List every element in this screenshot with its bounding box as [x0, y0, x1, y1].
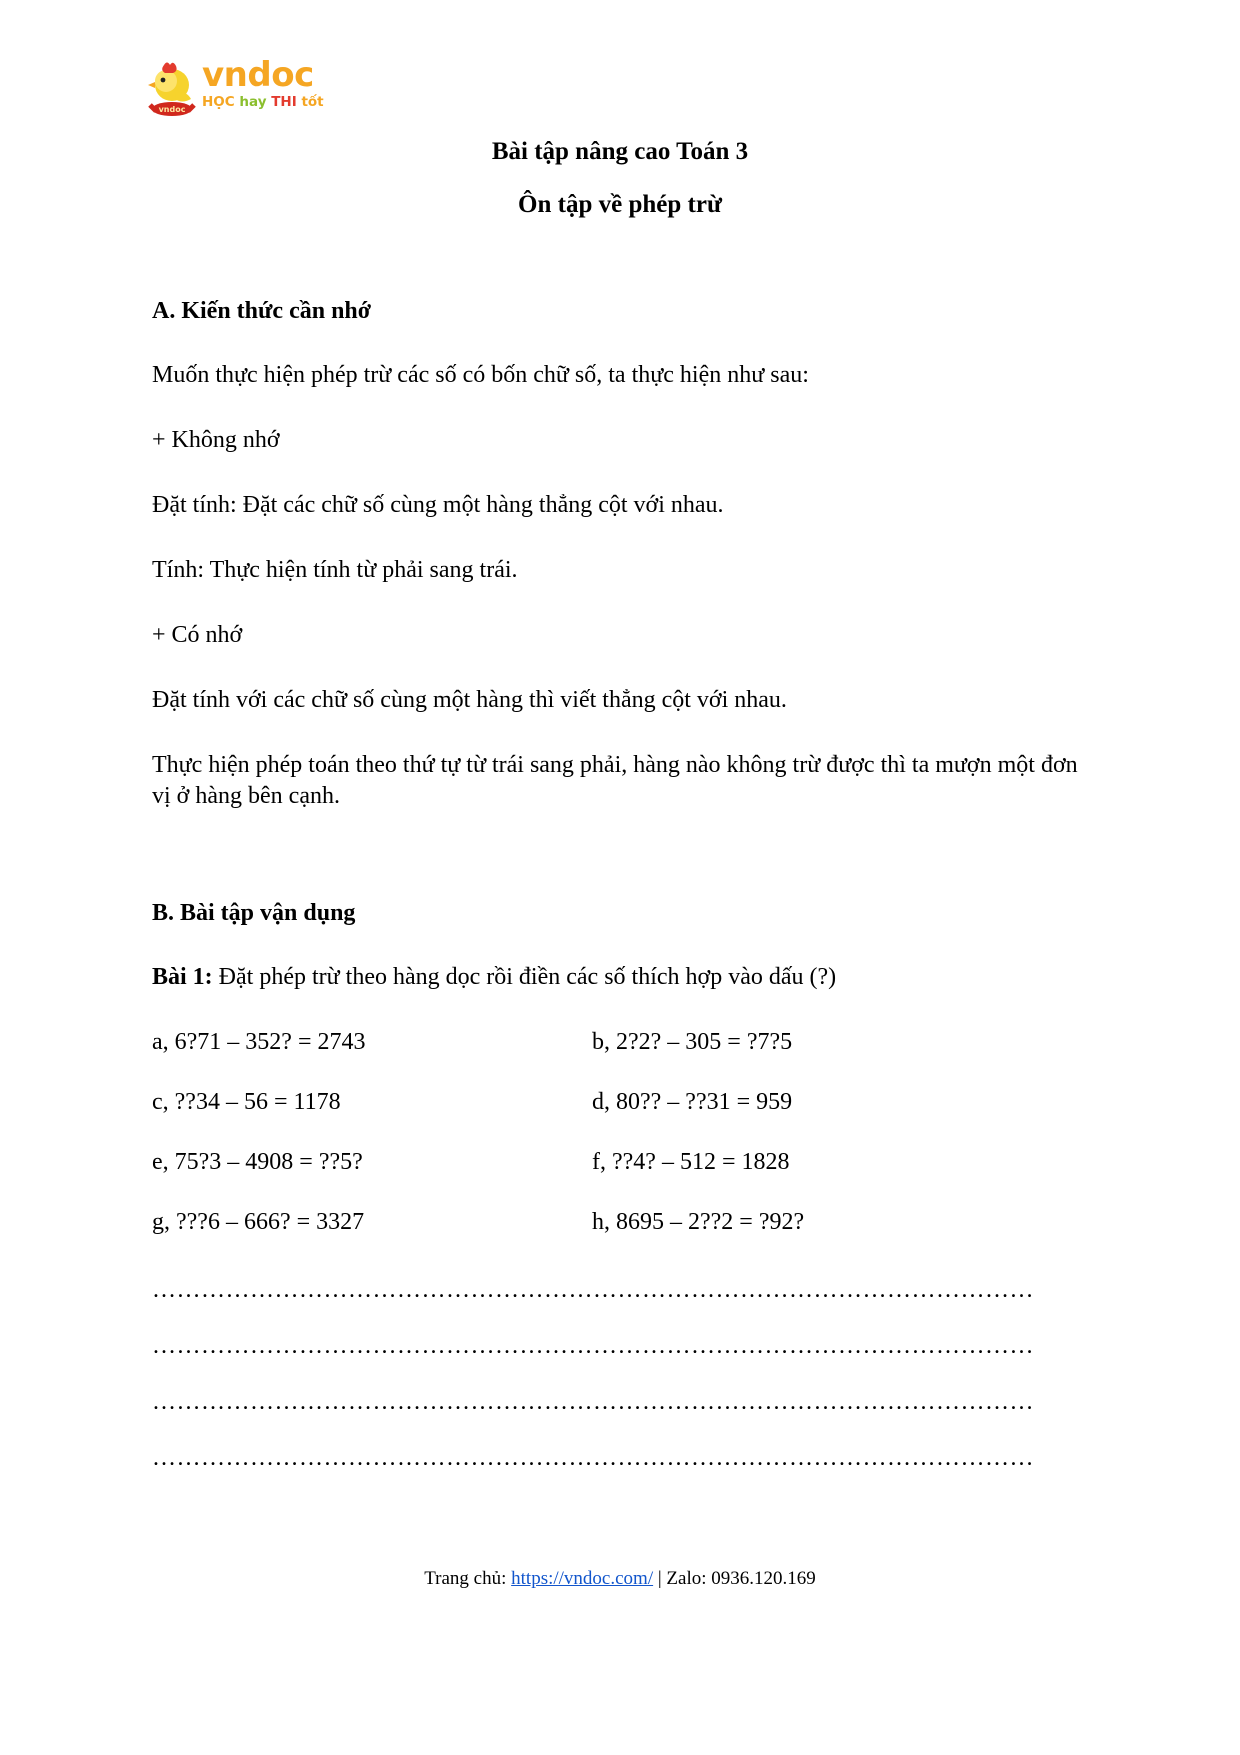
- section-a-heading: A. Kiến thức cần nhớ: [152, 298, 372, 324]
- section-a-paragraph-2: + Không nhớ: [152, 427, 280, 453]
- exercise-item-e: e, 75?3 – 4908 = ??5?: [152, 1149, 363, 1175]
- exercise-1-label: Bài 1:: [152, 964, 213, 990]
- section-a-paragraph-4: Tính: Thực hiện tính từ phải sang trái.: [152, 557, 518, 583]
- document-title-line-2: Ôn tập về phép trừ: [518, 191, 722, 218]
- section-spacer: [152, 842, 1092, 898]
- exercise-row: [152, 1087, 1092, 1117]
- tagline-hay: hay: [239, 94, 267, 110]
- document-body: [152, 296, 1092, 1499]
- exercise-item-c: c, ??34 – 56 = 1178: [152, 1089, 341, 1115]
- exercise-1-prompt: [152, 962, 1092, 993]
- exercise-item-b: b, 2?2? – 305 = ?7?5: [592, 1029, 793, 1055]
- exercise-item-h: h, 8695 – 2??2 = ?92?: [592, 1209, 805, 1235]
- tagline-tot: tốt: [301, 94, 324, 110]
- footer-homepage-link[interactable]: https://vndoc.com/: [511, 1568, 654, 1589]
- logo-tagline: [202, 94, 352, 110]
- section-a-paragraph-7: Thực hiện phép toán theo thứ tự từ trái sang phải, hàng nào không trừ được thì ta mượn một đơn vị ở hàng bên cạnh.: [152, 752, 1078, 809]
- svg-text:vndoc: vndoc: [158, 105, 186, 114]
- section-b-heading: B. Bài tập vận dụng: [152, 900, 356, 926]
- section-a-paragraph-6: Đặt tính với các chữ số cùng một hàng thì viết thẳng cột với nhau.: [152, 687, 787, 713]
- exercise-row: [152, 1027, 1092, 1057]
- document-title-line-1: Bài tập nâng cao Toán 3: [491, 138, 749, 165]
- logo-wordmark: vndoc: [202, 55, 314, 95]
- vndoc-logo[interactable]: [146, 57, 356, 119]
- exercise-1-prompt-text: Đặt phép trừ theo hàng dọc rồi điền các số thích hợp vào dấu (?): [218, 964, 837, 990]
- chicken-mascot-icon: [146, 59, 198, 117]
- answer-lines: [152, 1275, 1092, 1473]
- section-a-paragraph-5: + Có nhớ: [152, 622, 243, 648]
- exercise-row: [152, 1207, 1092, 1237]
- exercise-row: [152, 1147, 1092, 1177]
- footer-prefix: Trang chủ:: [424, 1568, 512, 1589]
- answer-line-3[interactable]: ………………………………………………………………………………………………: [152, 1389, 1034, 1415]
- exercise-item-d: d, 80?? – ??31 = 959: [592, 1089, 793, 1115]
- tagline-thi: THI: [271, 94, 297, 110]
- section-a-paragraph-3: Đặt tính: Đặt các chữ số cùng một hàng thẳng cột với nhau.: [152, 492, 724, 518]
- exercise-item-g: g, ???6 – 666? = 3327: [152, 1209, 365, 1235]
- exercise-1-items: [152, 1027, 1092, 1237]
- exercise-item-f: f, ??4? – 512 = 1828: [592, 1149, 790, 1175]
- section-a-paragraph-1: Muốn thực hiện phép trừ các số có bốn chữ số, ta thực hiện như sau:: [152, 362, 809, 388]
- tagline-hoc: HỌC: [202, 94, 235, 110]
- answer-line-4[interactable]: ………………………………………………………………………………………………: [152, 1445, 1034, 1471]
- footer-suffix: | Zalo: 0936.120.169: [653, 1568, 816, 1589]
- answer-line-2[interactable]: ………………………………………………………………………………………………: [152, 1333, 1034, 1359]
- answer-line-1[interactable]: ………………………………………………………………………………………………: [152, 1277, 1034, 1303]
- page-footer: [0, 1567, 1240, 1591]
- exercise-item-a: a, 6?71 – 352? = 2743: [152, 1029, 366, 1055]
- logo-text: [202, 57, 352, 110]
